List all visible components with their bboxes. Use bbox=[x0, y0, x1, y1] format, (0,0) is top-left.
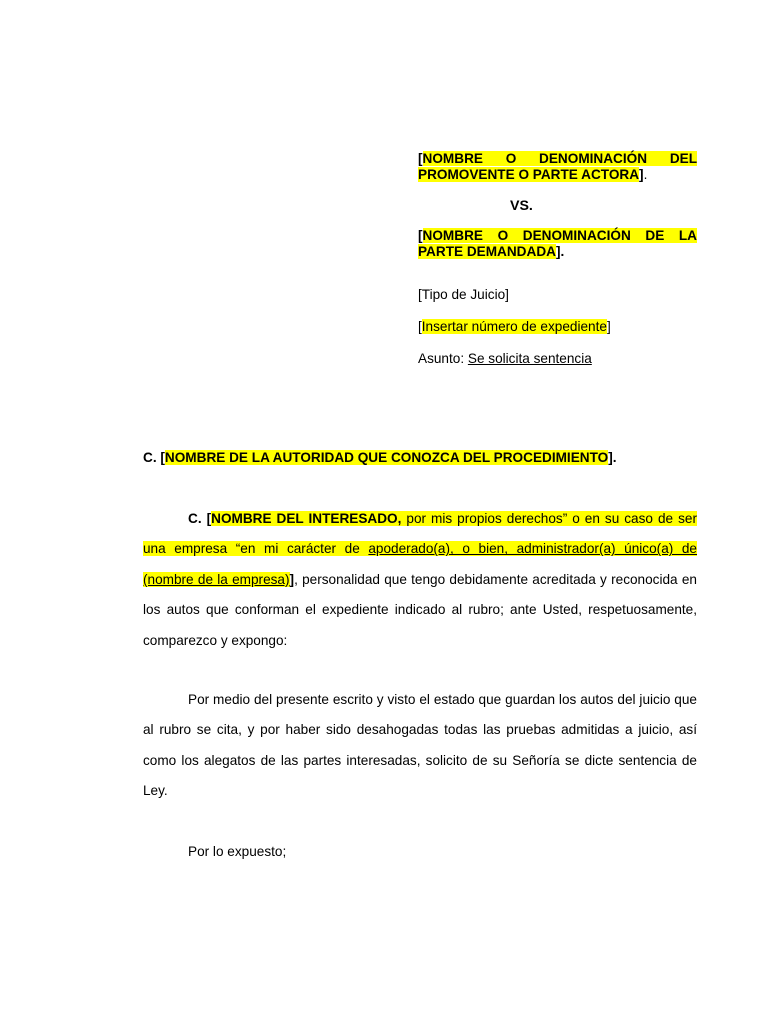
interesado-prefix: C. [ bbox=[188, 511, 212, 526]
promovente-open-bracket: [ bbox=[418, 151, 423, 166]
solicitud-text: Por medio del presente escrito y visto el estado que guardan los autos del juicio que al rubro se cita, y por haber sido desahogadas todas las pruebas admitidas a juicio, así como los alegatos de las partes interesadas, solicito de su Señoría se dicte sentencia de Ley. bbox=[143, 692, 697, 799]
authority-close: ]. bbox=[608, 450, 617, 465]
promovente-name: NOMBRE O DENOMINACIÓN DEL PROMOVENTE O PARTE ACTORA bbox=[418, 151, 697, 182]
cierre-text: Por lo expuesto; bbox=[188, 844, 287, 859]
asunto-line bbox=[418, 351, 697, 367]
case-header bbox=[418, 151, 697, 367]
expediente-open-bracket: [ bbox=[418, 319, 422, 334]
promovente-close-dot: . bbox=[643, 167, 648, 182]
expediente-line bbox=[418, 319, 697, 335]
interesado-cargo: apoderado(a), o bien, administrador(a) único(a) de (nombre de la empresa) bbox=[143, 541, 697, 587]
authority-line bbox=[143, 450, 697, 466]
tipo-juicio: [Tipo de Juicio] bbox=[418, 287, 509, 302]
expediente-close-bracket: ] bbox=[606, 319, 611, 334]
authority-name: NOMBRE DE LA AUTORIDAD QUE CONOZCA DEL PROCEDIMIENTO bbox=[164, 450, 609, 465]
asunto-value: Se solicita sentencia bbox=[467, 351, 592, 366]
authority-prefix: C. [ bbox=[143, 450, 165, 465]
demandada-name: NOMBRE O DENOMINACIÓN DE LA PARTE DEMANDADA bbox=[418, 228, 697, 259]
paragraph-solicitud bbox=[143, 685, 697, 807]
demandada-close-bracket: ]. bbox=[555, 244, 565, 259]
expediente-number: Insertar número de expediente bbox=[421, 319, 607, 334]
promovente-line bbox=[418, 151, 697, 183]
demandada-open-bracket: [ bbox=[418, 228, 423, 243]
paragraph-cierre bbox=[143, 837, 697, 867]
demandada-line bbox=[418, 228, 697, 260]
interesado-rest: , personalidad que tengo debidamente acreditada y reconocida en los autos que conforman el expediente indicado al rubro; ante Usted, respetuosamente, comparezco y expongo: bbox=[143, 571, 697, 648]
promovente-close-bracket: ] bbox=[639, 167, 644, 182]
versus-label: VS. bbox=[510, 198, 533, 214]
asunto-label: Asunto: bbox=[418, 351, 468, 366]
paragraph-personalidad bbox=[143, 504, 697, 656]
interesado-name: NOMBRE DEL INTERESADO, bbox=[211, 511, 402, 526]
interesado-close: ] bbox=[289, 571, 295, 587]
interesado-caracter: por mis propios derechos” o en su caso de ser una empresa “en mi carácter de bbox=[143, 511, 697, 557]
